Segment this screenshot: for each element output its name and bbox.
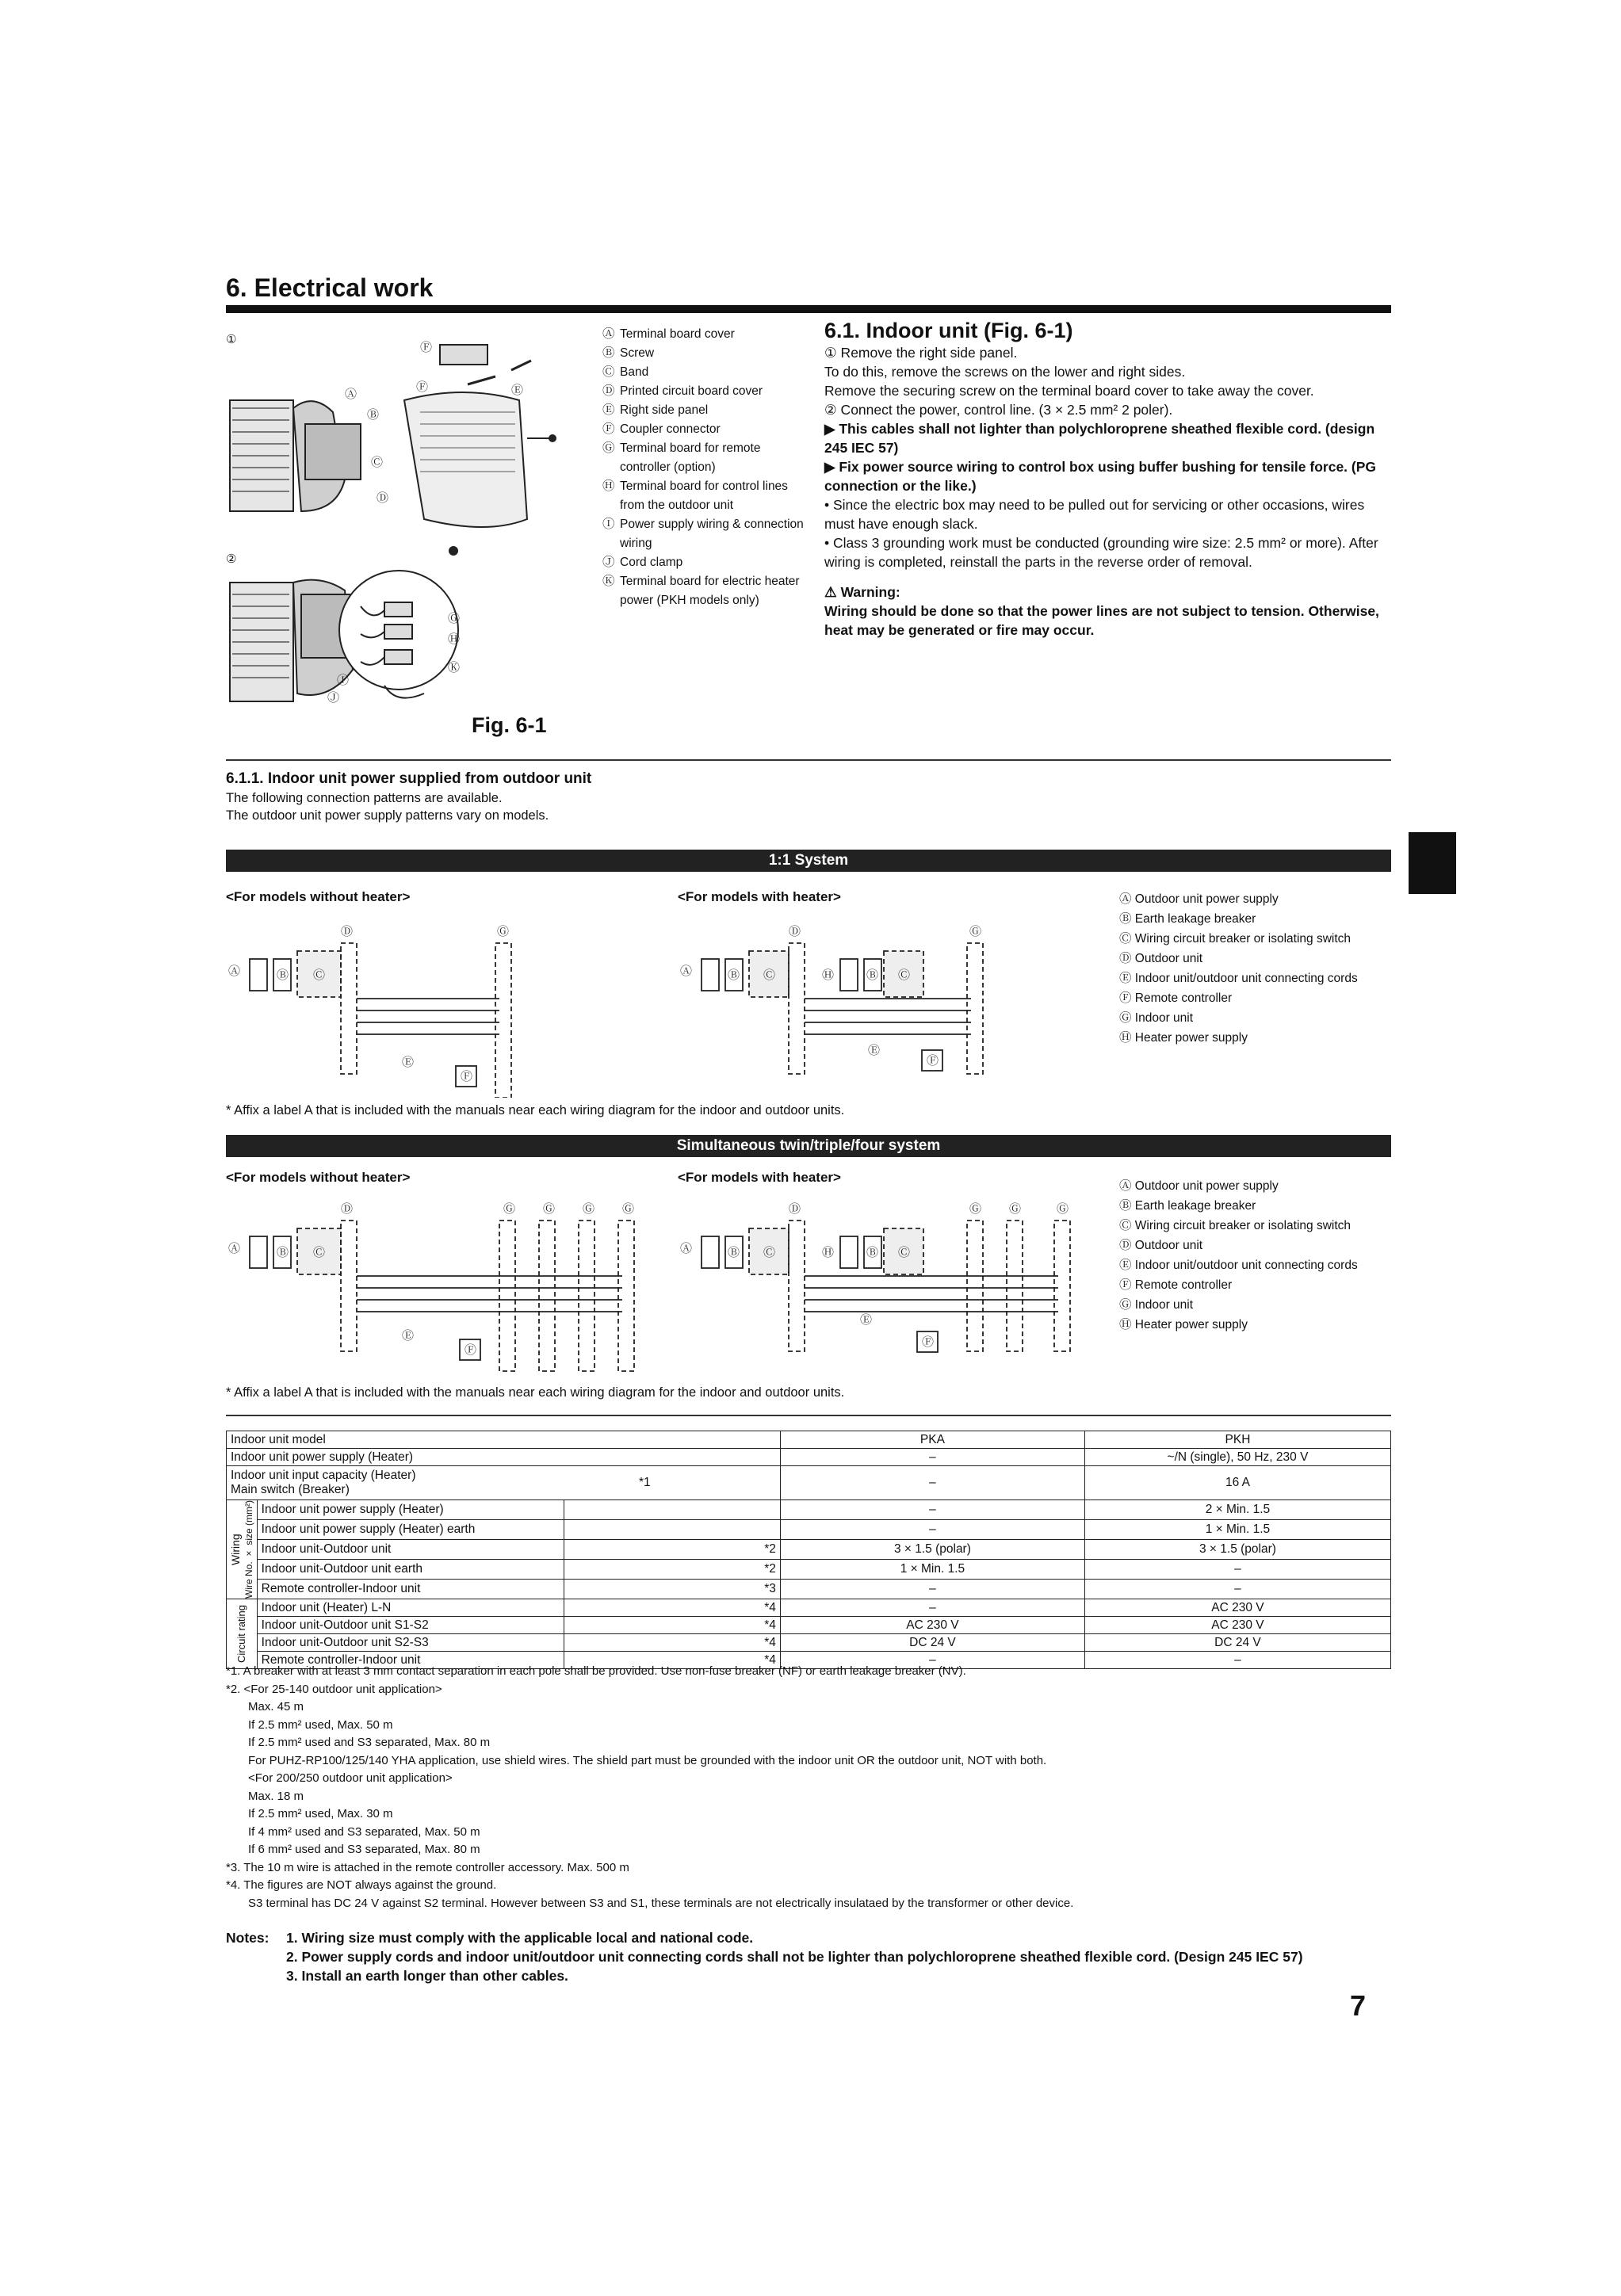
svg-text:Ⓕ: Ⓕ bbox=[420, 340, 433, 354]
table-row: Indoor unit-Outdoor unit S1-S2 *4 AC 230 V AC 230 V bbox=[227, 1617, 1391, 1634]
svg-text:Ⓒ: Ⓒ bbox=[898, 1245, 911, 1259]
wiring-legend-item: Ⓐ Outdoor unit power supply bbox=[1119, 1179, 1279, 1193]
footnote-line: If 6 mm² used and S3 separated, Max. 80 m bbox=[248, 1843, 480, 1856]
wiring-legend-item: Ⓖ Indoor unit bbox=[1119, 1298, 1194, 1312]
affix-note: * Affix a label A that is included with the manuals near each wiring diagram for the indoor and outdoor units. bbox=[226, 1103, 845, 1117]
svg-text:Ⓐ: Ⓐ bbox=[680, 964, 693, 978]
svg-text:Ⓖ: Ⓖ bbox=[583, 1201, 595, 1216]
affix-note: * Affix a label A that is included with the manuals near each wiring diagram for the indoor and outdoor units. bbox=[226, 1385, 845, 1400]
svg-text:Ⓒ: Ⓒ bbox=[371, 455, 384, 469]
wiring-legend-item: Ⓒ Wiring circuit breaker or isolating switch bbox=[1119, 1219, 1351, 1232]
note-item: 3. Install an earth longer than other cables. bbox=[286, 1968, 568, 1984]
svg-text:Ⓙ: Ⓙ bbox=[327, 690, 340, 705]
indoor-unit-heading: 6.1. Indoor unit (Fig. 6-1) bbox=[824, 319, 1073, 342]
wiring-legend-item: Ⓑ Earth leakage breaker bbox=[1119, 912, 1256, 926]
with-heater-label: <For models with heater> bbox=[678, 889, 841, 904]
instruction-line: Remove the securing screw on the terminal board cover to take away the cover. bbox=[824, 383, 1314, 399]
wiring-legend-2 bbox=[1119, 1176, 1389, 1335]
wiring-legend-item: Ⓔ Indoor unit/outdoor unit connecting cords bbox=[1119, 1259, 1358, 1272]
wiring-legend-1 bbox=[1119, 889, 1389, 1048]
svg-text:Ⓖ: Ⓖ bbox=[503, 1201, 516, 1216]
svg-text:Ⓖ: Ⓖ bbox=[1009, 1201, 1022, 1216]
note-item: 1. Wiring size must comply with the applicable local and national code. bbox=[286, 1930, 754, 1946]
warning-title: ⚠ Warning: bbox=[824, 584, 900, 600]
svg-text:Ⓒ: Ⓒ bbox=[313, 968, 326, 982]
table-row: Remote controller-Indoor unit *4 – – bbox=[227, 1652, 1391, 1669]
footnote-line: If 2.5 mm² used and S3 separated, Max. 80 m bbox=[248, 1736, 491, 1749]
svg-text:Ⓖ: Ⓖ bbox=[543, 1201, 556, 1216]
spec-table bbox=[226, 1431, 1391, 1669]
without-heater-label: <For models without heater> bbox=[226, 1170, 411, 1185]
wiring-legend-item: Ⓕ Remote controller bbox=[1119, 1278, 1233, 1292]
footnote-line: Max. 45 m bbox=[248, 1700, 304, 1713]
table-row: Remote controller-Indoor unit *3 – – bbox=[227, 1580, 1391, 1599]
legend-item: Ⓘ Power supply wiring & connection wiring bbox=[602, 518, 804, 550]
svg-text:Ⓒ: Ⓒ bbox=[898, 968, 911, 982]
svg-text:Ⓕ: Ⓕ bbox=[461, 1069, 473, 1083]
footnotes bbox=[226, 1663, 1073, 1912]
footnote-line: *4. The figures are NOT always against the ground. bbox=[226, 1878, 497, 1892]
instruction-line: ② Connect the power, control line. (3 × 2.5 mm² 2 poler). bbox=[824, 402, 1173, 418]
legend-item: Ⓗ Terminal board for control lines from the outdoor unit bbox=[602, 479, 788, 512]
fig-step2-label: ② bbox=[226, 552, 237, 566]
svg-text:Ⓓ: Ⓓ bbox=[789, 1201, 801, 1216]
legend-item: Ⓓ Printed circuit board cover bbox=[602, 384, 763, 398]
svg-text:Ⓗ: Ⓗ bbox=[822, 1245, 835, 1259]
legend-item: Ⓚ Terminal board for electric heater power (PKH models only) bbox=[602, 575, 800, 607]
svg-text:Ⓑ: Ⓑ bbox=[728, 968, 740, 982]
wiring-legend-item: Ⓕ Remote controller bbox=[1119, 991, 1233, 1005]
warning-text: Wiring should be done so that the power lines are not subject to tension. Otherwise, heat may be generated or fire may occur. bbox=[824, 603, 1379, 638]
footnote-line: If 2.5 mm² used, Max. 50 m bbox=[248, 1717, 393, 1732]
svg-text:Ⓓ: Ⓓ bbox=[377, 491, 389, 505]
svg-text:Ⓒ: Ⓒ bbox=[313, 1245, 326, 1259]
section-title: 6. Electrical work bbox=[226, 273, 434, 302]
svg-text:Ⓔ: Ⓔ bbox=[860, 1312, 873, 1327]
wiring-legend-item: Ⓒ Wiring circuit breaker or isolating switch bbox=[1119, 932, 1351, 946]
legend-item: Ⓑ Screw bbox=[602, 346, 655, 360]
wiring-diagram-twin bbox=[226, 1197, 1106, 1375]
instruction-line: To do this, remove the screws on the lower and right sides. bbox=[824, 364, 1186, 380]
wiring-legend-item: Ⓖ Indoor unit bbox=[1119, 1011, 1194, 1025]
divider bbox=[226, 1415, 1391, 1416]
notes-label: Notes: bbox=[226, 1930, 270, 1946]
svg-text:Ⓑ: Ⓑ bbox=[728, 1245, 740, 1259]
subsection-intro bbox=[226, 789, 549, 824]
legend-item: Ⓖ Terminal board for remote controller (option) bbox=[602, 441, 761, 474]
table-row: Indoor unit-Outdoor unit S2-S3 *4 DC 24 V DC 24 V bbox=[227, 1634, 1391, 1652]
svg-text:Ⓖ: Ⓖ bbox=[497, 924, 510, 938]
footnote-line: *3. The 10 m wire is attached in the remote controller accessory. Max. 500 m bbox=[226, 1860, 629, 1874]
wiring-legend-item: Ⓑ Earth leakage breaker bbox=[1119, 1199, 1256, 1213]
svg-text:Ⓕ: Ⓕ bbox=[465, 1343, 477, 1357]
indoor-unit-section bbox=[824, 321, 1395, 640]
svg-text:Ⓑ: Ⓑ bbox=[367, 407, 380, 422]
table-row: Circuit rating Indoor unit (Heater) L-N *4 – AC 230 V bbox=[227, 1599, 1391, 1617]
legend-item: Ⓐ Terminal board cover bbox=[602, 327, 735, 341]
wiring-legend-item: Ⓓ Outdoor unit bbox=[1119, 952, 1203, 965]
bold-instruction: ▶ Fix power source wiring to control box using buffer bushing for tensile force. (PG connection or the like.) bbox=[824, 459, 1377, 494]
svg-text:Ⓖ: Ⓖ bbox=[448, 611, 461, 625]
figure-legend bbox=[602, 325, 805, 610]
bullet-item: • Since the electric box may need to be pulled out for servicing or other occasions, wires must have enough slack. bbox=[824, 497, 1365, 532]
table-row: Indoor unit power supply (Heater) – ~/N (single), 50 Hz, 230 V bbox=[227, 1449, 1391, 1466]
footnote-line: <For 200/250 outdoor unit application> bbox=[248, 1771, 453, 1785]
notes-block bbox=[226, 1928, 1303, 1985]
svg-text:Ⓒ: Ⓒ bbox=[763, 968, 776, 982]
footnote-line: Max. 18 m bbox=[248, 1789, 304, 1803]
table-row: Indoor unit-Outdoor unit earth *2 1 × Min. 1.5 – bbox=[227, 1560, 1391, 1580]
svg-text:Ⓐ: Ⓐ bbox=[228, 1241, 241, 1255]
note-item: 2. Power supply cords and indoor unit/outdoor unit connecting cords shall not be lighter than polychloroprene sheathed flexible cord. (Design 245 IEC 57) bbox=[286, 1949, 1303, 1965]
figure-caption: Fig. 6-1 bbox=[472, 713, 547, 737]
wiring-legend-item: Ⓔ Indoor unit/outdoor unit connecting cords bbox=[1119, 972, 1358, 985]
intro-line: The following connection patterns are available. bbox=[226, 791, 503, 805]
footnote-line: If 2.5 mm² used, Max. 30 m bbox=[248, 1807, 393, 1820]
footnote-line: *1. A breaker with at least 3 mm contact separation in each pole shall be provided. Use non-fuse breaker (NF) or earth leakage breaker (NV). bbox=[226, 1664, 966, 1678]
svg-text:Ⓑ: Ⓑ bbox=[277, 968, 289, 982]
svg-text:Ⓚ: Ⓚ bbox=[448, 660, 461, 674]
with-heater-label: <For models with heater> bbox=[678, 1170, 841, 1185]
footnote-line: *2. <For 25-140 outdoor unit application> bbox=[226, 1682, 442, 1696]
svg-text:Ⓖ: Ⓖ bbox=[969, 1201, 982, 1216]
system-bar-twin: Simultaneous twin/triple/four system bbox=[226, 1135, 1391, 1157]
system-bar-1to1: 1:1 System bbox=[226, 850, 1391, 872]
legend-item: Ⓙ Cord clamp bbox=[602, 556, 683, 569]
svg-text:Ⓑ: Ⓑ bbox=[866, 1245, 879, 1259]
svg-text:Ⓖ: Ⓖ bbox=[622, 1201, 635, 1216]
svg-text:Ⓐ: Ⓐ bbox=[345, 387, 357, 401]
svg-text:Ⓓ: Ⓓ bbox=[341, 924, 354, 938]
wiring-legend-item: Ⓗ Heater power supply bbox=[1119, 1318, 1248, 1331]
table-row: Indoor unit-Outdoor unit *2 3 × 1.5 (polar) 3 × 1.5 (polar) bbox=[227, 1540, 1391, 1560]
wiring-legend-item: Ⓐ Outdoor unit power supply bbox=[1119, 892, 1279, 906]
svg-text:Ⓖ: Ⓖ bbox=[1057, 1201, 1069, 1216]
footnote-line: For PUHZ-RP100/125/140 YHA application, use shield wires. The shield part must be grounded with the indoor unit OR the outdoor unit, NOT with both. bbox=[248, 1753, 1047, 1767]
legend-item: Ⓕ Coupler connector bbox=[602, 422, 721, 436]
without-heater-label: <For models without heater> bbox=[226, 889, 411, 904]
fig-step1-label: ① bbox=[226, 332, 237, 346]
bold-instruction: ▶ This cables shall not lighter than polychloroprene sheathed flexible cord. (design 245 IEC 57) bbox=[824, 421, 1375, 456]
indoor-unit-illustration bbox=[226, 321, 598, 709]
svg-text:Ⓒ: Ⓒ bbox=[763, 1245, 776, 1259]
svg-text:Ⓑ: Ⓑ bbox=[277, 1245, 289, 1259]
table-row: Indoor unit model PKA PKH bbox=[227, 1431, 1391, 1449]
svg-text:Ⓓ: Ⓓ bbox=[789, 924, 801, 938]
chapter-tab bbox=[1409, 832, 1456, 894]
intro-line: The outdoor unit power supply patterns vary on models. bbox=[226, 808, 549, 823]
svg-text:Ⓔ: Ⓔ bbox=[511, 383, 524, 397]
svg-text:Ⓗ: Ⓗ bbox=[448, 632, 461, 646]
page-number: 7 bbox=[1350, 1989, 1367, 2022]
table-row: Wiring Wire No. × size (mm²) Indoor unit power supply (Heater) – 2 × Min. 1.5 bbox=[227, 1500, 1391, 1520]
footnote-line: If 4 mm² used and S3 separated, Max. 50 m bbox=[248, 1824, 480, 1839]
footnote-line: S3 terminal has DC 24 V against S2 terminal. However between S3 and S1, these terminals are not electrically insulataed by the transformer or other device. bbox=[248, 1896, 1074, 1910]
svg-text:Ⓕ: Ⓕ bbox=[922, 1335, 935, 1349]
divider bbox=[226, 759, 1391, 761]
svg-text:Ⓐ: Ⓐ bbox=[680, 1241, 693, 1255]
wiring-legend-item: Ⓗ Heater power supply bbox=[1119, 1031, 1248, 1045]
svg-text:Ⓗ: Ⓗ bbox=[822, 968, 835, 982]
legend-item: Ⓔ Right side panel bbox=[602, 403, 709, 417]
wiring-diagram-1to1 bbox=[226, 915, 1106, 1098]
svg-text:Ⓕ: Ⓕ bbox=[416, 380, 429, 394]
svg-text:Ⓔ: Ⓔ bbox=[402, 1328, 415, 1343]
svg-text:Ⓖ: Ⓖ bbox=[969, 924, 982, 938]
table-row: Indoor unit input capacity (Heater) Main switch (Breaker) *1 – 16 A bbox=[227, 1466, 1391, 1500]
legend-item: Ⓒ Band bbox=[602, 365, 649, 379]
svg-text:Ⓕ: Ⓕ bbox=[927, 1053, 939, 1068]
svg-text:Ⓑ: Ⓑ bbox=[866, 968, 879, 982]
instruction-line: ① Remove the right side panel. bbox=[824, 345, 1018, 361]
svg-text:Ⓔ: Ⓔ bbox=[868, 1043, 881, 1057]
wiring-legend-item: Ⓓ Outdoor unit bbox=[1119, 1239, 1203, 1252]
warning-icon: ⚠ bbox=[824, 584, 841, 600]
subsection-heading: 6.1.1. Indoor unit power supplied from outdoor unit bbox=[226, 770, 592, 787]
svg-text:Ⓘ: Ⓘ bbox=[337, 673, 350, 687]
svg-text:Ⓓ: Ⓓ bbox=[341, 1201, 354, 1216]
svg-text:Ⓔ: Ⓔ bbox=[402, 1055, 415, 1069]
title-rule bbox=[226, 305, 1391, 313]
bullet-item: • Class 3 grounding work must be conducted (grounding wire size: 2.5 mm² or more). After wiring is completed, reinstall the parts in the reverse order of removal. bbox=[824, 535, 1378, 570]
table-row: Indoor unit power supply (Heater) earth – 1 × Min. 1.5 bbox=[227, 1520, 1391, 1540]
svg-text:Ⓐ: Ⓐ bbox=[228, 964, 241, 978]
